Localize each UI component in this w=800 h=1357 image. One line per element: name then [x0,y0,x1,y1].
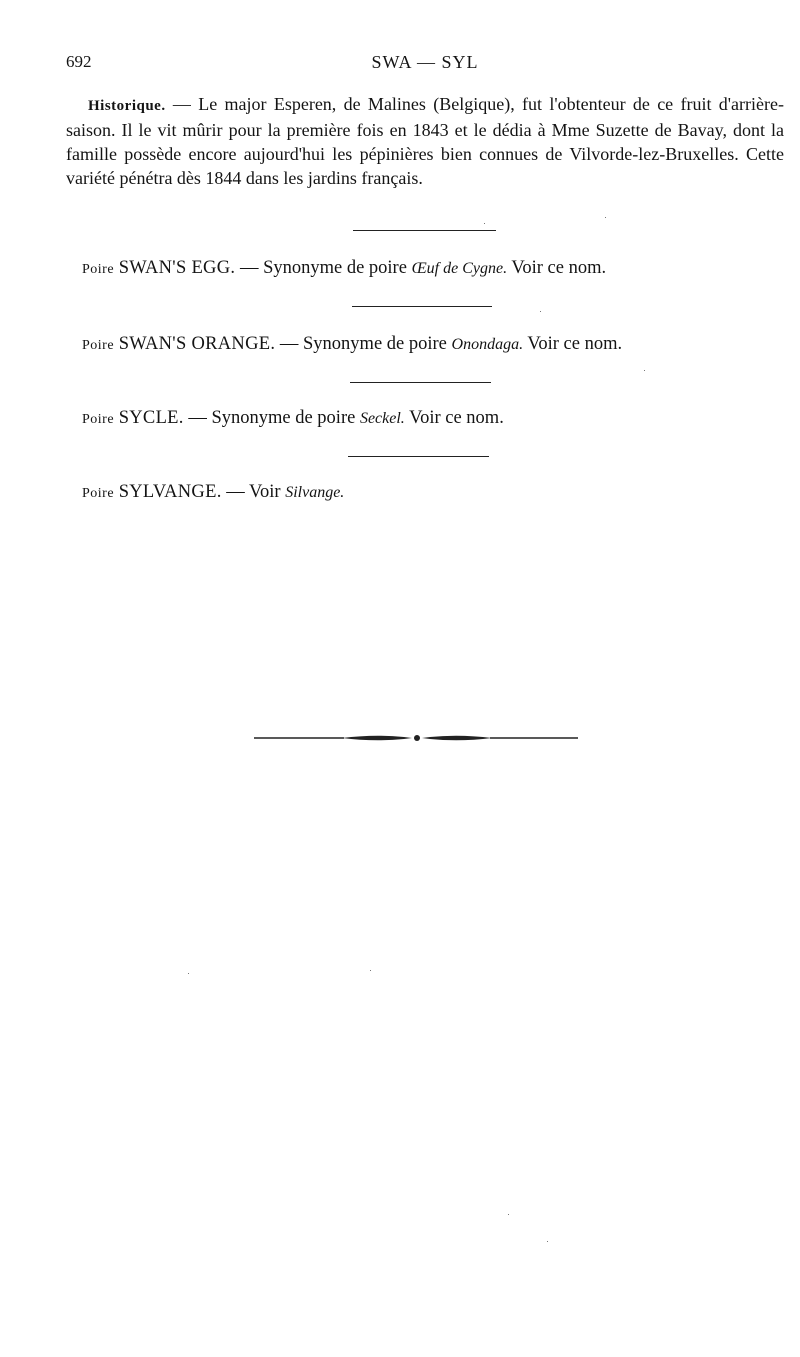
entry-name: SWAN'S EGG. [118,258,236,278]
entry-reference: Œuf de Cygne. [411,260,508,277]
running-head: SWA — SYL [371,52,479,72]
entry-text-end: Voir ce nom. [523,334,623,354]
separator-rule [352,306,492,307]
entry-prefix: Poire [82,262,115,277]
paper-speck [605,217,606,218]
entry-sylvange [82,482,344,503]
entry-reference: Onondaga. [451,336,524,353]
entry-name: SWAN'S ORANGE. [118,334,276,354]
end-ornament [254,728,580,750]
entry-text-end: Voir ce nom. [507,258,607,278]
historique-text: — Le major Esperen, de Malines (Belgique), fut l'obtenteur de ce fruit d'arrière-saison. Il le vit mûrir pour la première fois en 1843 et le dédia à Mme Suzette de Bavay, dont la famille possède encore aujourd'hui les pépinières bien connues de Vilvorde-lez-Bruxelles. Cette variété pénétra dès 1844 dans les jardins français. [66,94,784,188]
entry-prefix: Poire [82,412,115,427]
entry-reference: Seckel. [359,410,405,427]
historique-paragraph [66,92,784,190]
separator-rule [348,456,489,457]
entry-prefix: Poire [82,338,115,353]
entry-swans-egg [82,258,606,279]
entry-text: — Synonyme de poire [275,334,452,354]
entry-text: — Synonyme de poire [183,408,360,428]
entry-text: — Voir [221,482,286,502]
entry-text-end: Voir ce nom. [404,408,504,428]
entry-sycle [82,408,504,429]
entry-name: SYCLE. [118,408,184,428]
paper-speck [508,1214,509,1215]
separator-rule [353,230,496,231]
entry-reference: Silvange. [285,484,345,501]
entry-prefix: Poire [82,486,115,501]
paper-speck [188,973,189,974]
entry-swans-orange [82,334,622,355]
paper-speck [540,311,541,312]
paper-speck [484,223,485,224]
historique-heading: Historique. [88,98,166,114]
page-number: 692 [66,52,92,71]
separator-rule [350,382,491,383]
entry-name: SYLVANGE. [118,482,222,502]
entry-text: — Synonyme de poire [235,258,412,278]
paper-speck [644,370,645,371]
paper-speck [370,970,371,971]
paper-speck [547,1241,548,1242]
